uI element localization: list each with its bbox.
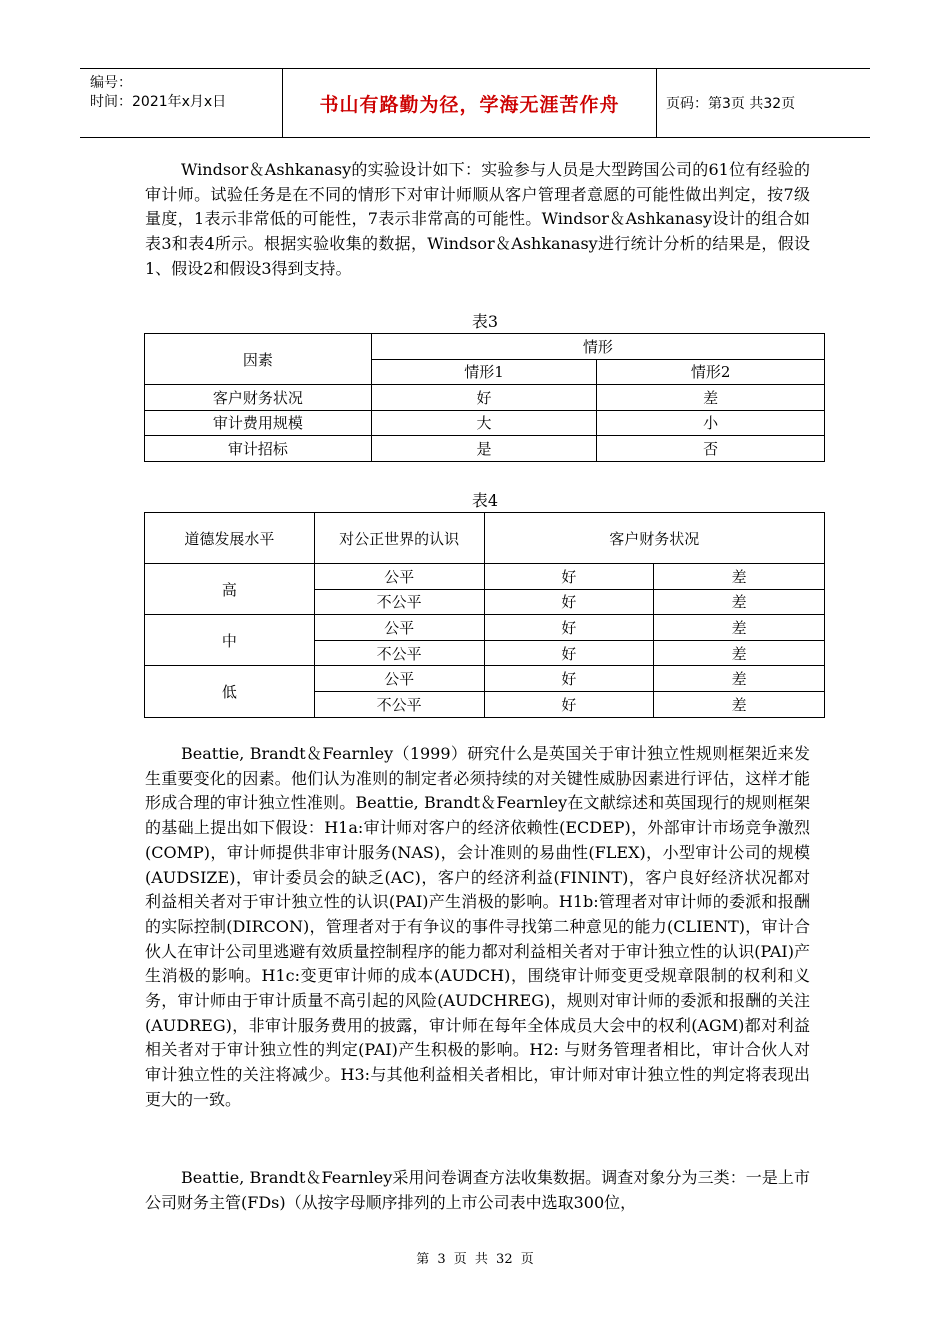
table-cell: 客户财务状况 [145,385,372,411]
table-row [145,385,825,411]
table-cell: 公平 [314,564,484,590]
table-cell: 公平 [314,615,484,641]
table-4-justice-header: 对公正世界的认识 [314,513,484,564]
paragraph-1-text: Windsor＆Ashkanasy的实验设计如下：实验参与人员是大型跨国公司的61位有经验的审计师。试验任务是在不同的情形下对审计师顺从客户管理者意愿的可能性做出判定，按7级量度，1表示非常低的可能性，7表示非常高的可能性。Windsor＆Ashkanasy设计的组合如表3和表4所示。根据实验收集的数据，Windsor＆Ashkanasy进行统计分析的结果是，假设1、假设2和假设3得到支持。 [145,160,810,278]
table-cell: 好 [484,691,654,717]
table-cell: 大 [371,410,597,436]
table-cell: 差 [654,666,825,692]
table-4 [144,512,825,718]
table-4-level-medium: 中 [145,615,315,666]
paragraph-2-text: Beattie, Brandt＆Fearnley（1999）研究什么是英国关于审计独立性规则框架近来发生重要变化的因素。他们认为准则的制定者必须持续的对关键性威胁因素进行评估，这样才能形成合理的审计独立性准则。Beattie, Brandt＆Fearnley在文献综述和英国现行的规则框架的基础上提出如下假设：H1a:审计师对客户的经济依赖性(ECDEP)，外部审计市场竞争激烈(COMP)，审计师提供非审计服务(NAS)，会计准则的易曲性(FLEX)，小型审计公司的规模(AUDSIZE)，审计委员会的缺乏(AC)，客户的经济利益(FININT)，客户良好经济状况都对利益相关者对于审计独立性的认识(PAI)产生消极的影响。H1b:管理者对审计师的委派和报酬的实际控制(DIRCON)，管理者对于有争议的事件寻找第二种意见的能力(CLIENT)，审计合伙人在审计公司里逃避有效质量控制程序的能力都对利益相关者对于审计独立性的认识(PAI)产生消极的影响。H1c:变更审计师的成本(AUDCH)，围绕审计师变更受规章限制的权利和义务，审计师由于审计质量不高引起的风险(AUDCHREG)，规则对审计师的委派和报酬的关注(AUDREG)，非审计服务费用的披露，审计师在每年全体成员大会中的权利(AGM)都对利益相关者对于审计独立性的判定(PAI)产生积极的影响。H2: 与财务管理者相比，审计合伙人对审计独立性的关注将减少。H3:与其他利益相关者相比，审计师对审计独立性的判定将表现出更大的一致。 [145,744,810,1109]
table-cell: 好 [484,615,654,641]
table-3-caption: 表3 [471,312,499,331]
page-footer: 第 3 页 共 32 页 [416,1252,534,1267]
table-cell: 好 [484,666,654,692]
table-row [145,666,825,692]
table-3-scenario-1-header: 情形1 [371,359,597,385]
document-number-label: 编号： [90,75,132,91]
paragraph-experiment-design [145,158,810,282]
table-cell: 审计费用规模 [145,410,372,436]
table-cell: 差 [654,564,825,590]
table-cell: 审计招标 [145,436,372,462]
table-cell: 不公平 [314,640,484,666]
table-cell: 好 [484,589,654,615]
table-cell: 差 [654,615,825,641]
table-row [145,436,825,462]
paragraph-data-collection [145,1166,810,1215]
header-meta [80,69,283,137]
table-cell: 好 [371,385,597,411]
table-3-scenario-header: 情形 [371,334,824,360]
table-cell: 是 [371,436,597,462]
table-cell: 差 [597,385,825,411]
table-cell: 不公平 [314,691,484,717]
table-4-level-low: 低 [145,666,315,717]
header-page-info: 页码：第3页 共32页 [666,96,796,112]
table-3-scenario-2-header: 情形2 [597,359,825,385]
table-cell: 好 [484,640,654,666]
table-cell: 差 [654,640,825,666]
document-date: 时间：2021年x月x日 [90,94,227,110]
table-3 [144,333,825,462]
header-motto: 书山有路勤为径，学海无涯苦作舟 [283,69,657,137]
paragraph-3-text: Beattie, Brandt＆Fearnley采用问卷调查方法收集数据。调查对象分为三类：一是上市公司财务主管(FDs)（从按字母顺序排列的上市公司表中选取300位， [145,1168,810,1212]
table-row [145,615,825,641]
paragraph-hypotheses [145,742,810,1113]
table-cell: 差 [654,691,825,717]
table-cell: 不公平 [314,589,484,615]
table-cell: 好 [484,564,654,590]
table-row [145,564,825,590]
table-row [145,410,825,436]
table-cell: 小 [597,410,825,436]
table-4-level-high: 高 [145,564,315,615]
table-4-finance-header: 客户财务状况 [484,513,825,564]
page-header [80,68,870,138]
table-3-factor-header: 因素 [145,334,372,385]
table-cell: 否 [597,436,825,462]
table-cell: 差 [654,589,825,615]
table-4-moral-header: 道德发展水平 [145,513,315,564]
table-cell: 公平 [314,666,484,692]
table-4-caption: 表4 [471,491,499,510]
